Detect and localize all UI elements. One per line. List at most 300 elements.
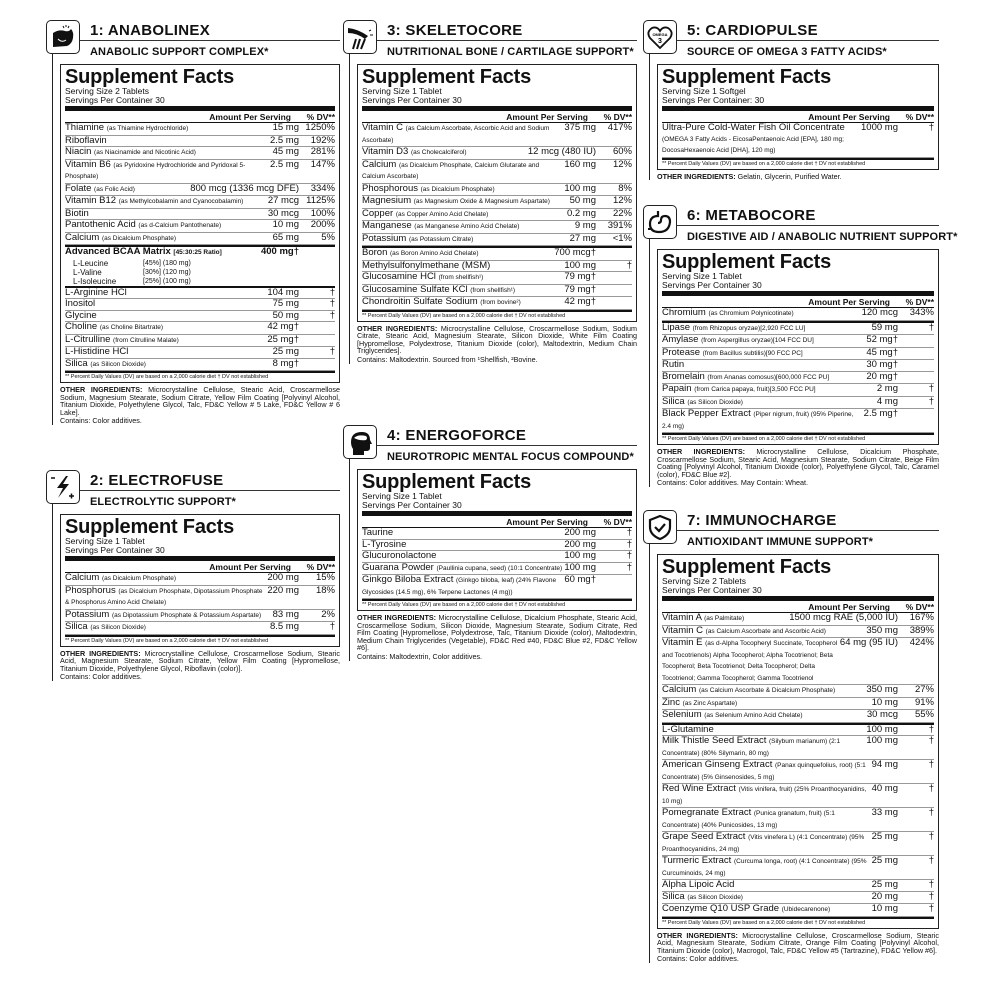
nutrient-rows bbox=[362, 528, 632, 599]
nutrient-name: Vitamin D3 bbox=[362, 146, 409, 157]
nutrient-name: Turmeric Extract bbox=[662, 855, 732, 866]
nutrient-name: Ultra-Pure Cold-Water Fish Oil Concentrate bbox=[662, 122, 845, 133]
nutrient-amount: 200 mg bbox=[267, 572, 299, 583]
nutrient-dv: † bbox=[626, 550, 632, 561]
other-ingredients: OTHER INGREDIENTS: Microcrystalline Cellulose, Croscarmellose Sodium, Stearic Acid, Magnesium Stearate, Sodium Citrate, Orange Film Coating [Polyvinyl Alcohol, Titanium Dioxide (color), Macrogol, Talc, FD&C Yellow #5 (Tartrazine), FD&C Yellow #6]. bbox=[657, 930, 939, 955]
nutrient-amount: 100 mg bbox=[564, 182, 596, 194]
other-ingredients: OTHER INGREDIENTS: Microcrystalline Cellulose, Stearic Acid, Croscarmellose Sodium, Magnesium Stearate, Sodium Citrate, Yellow Film Coating [Polyvinyl Alcohol, Titanium Dioxide, Polyethylene Glycol, Talc, FD&C Yellow # 5 Lake, FD&C Yellow # 6 Lake]. bbox=[60, 385, 341, 417]
nutrient-name: Choline bbox=[65, 321, 98, 332]
nutrient-name: Protease bbox=[662, 346, 701, 358]
nutrient-dv: † bbox=[928, 321, 934, 333]
nutrient-amount: 10 mg bbox=[272, 219, 299, 230]
nutrient-name: Grape Seed Extract bbox=[662, 831, 746, 842]
nutrient-name: L-Citrulline bbox=[65, 333, 111, 345]
nutrient-amount: 25 mg bbox=[272, 346, 299, 357]
nutrient-name: Inositol bbox=[65, 298, 96, 309]
nutrient-rows bbox=[65, 573, 335, 635]
dv-footnote: ** Percent Daily Values (DV) are based on a 2,000 calorie diet † DV not established bbox=[662, 158, 934, 168]
nutrient-dv: † bbox=[329, 298, 335, 309]
nutrient-dv: † bbox=[928, 831, 934, 842]
nutrient-source: (from shellfish¹) bbox=[438, 274, 484, 281]
nutrient-source: (from Rhizopus oryzae)[2,920 FCC LU] bbox=[692, 324, 806, 332]
nutrient-rows-2 bbox=[362, 248, 632, 310]
nutrient-amount: 1000 mg bbox=[861, 122, 898, 133]
nutrient-row bbox=[662, 784, 934, 808]
nutrient-amount: 20 mg bbox=[871, 890, 898, 902]
panel-title: 5: CARDIOPULSE bbox=[687, 22, 818, 39]
nutrient-amount: 52 mg† bbox=[866, 334, 898, 345]
nutrient-name: L-Tyrosine bbox=[362, 538, 407, 550]
nutrient-name: American Ginseng Extract bbox=[662, 759, 773, 770]
nutrient-amount: 12 mcg (480 IU) bbox=[527, 146, 596, 157]
nutrient-source: (as Selenium Amino Acid Chelate) bbox=[704, 712, 803, 719]
supplement-facts-table bbox=[657, 249, 939, 445]
nutrient-dv: 281% bbox=[310, 146, 335, 157]
dv-footnote: ** Percent Daily Values (DV) are based on a 2,000 calorie diet † DV not established bbox=[65, 635, 335, 645]
nutrient-dv: 1250% bbox=[305, 122, 335, 133]
nutrient-amount: 104 mg bbox=[267, 286, 299, 298]
panel-cardiopulse bbox=[643, 20, 939, 180]
supplement-facts-table bbox=[657, 554, 939, 929]
nutrient-amount: 25 mg† bbox=[267, 333, 299, 345]
nutrient-name: Chromium bbox=[662, 307, 706, 318]
nutrient-amount: 2 mg bbox=[876, 383, 898, 394]
nutrient-name: Glucosamine HCl bbox=[362, 271, 436, 282]
nutrient-amount: 50 mg bbox=[569, 195, 596, 206]
nutrient-dv: 1125% bbox=[306, 195, 335, 206]
nutrient-dv: 343% bbox=[909, 307, 934, 318]
panel-title: 7: IMMUNOCHARGE bbox=[687, 512, 837, 529]
nutrient-name: L-Glutamine bbox=[662, 723, 714, 735]
facts-header-row: Amount Per Serving % DV** bbox=[362, 112, 632, 123]
nutrient-row bbox=[362, 196, 632, 209]
other-ingredients: OTHER INGREDIENTS: Microcrystalline Cellulose, Dicalcium Phosphate, Croscarmellose Sodium, Stearic Acid, Magnesium Stearate, Sodium Citrate, Beige Film Coating [Polyvinyl Alcohol, Titanium Dioxide (color), Polyethylene Glycol, Talc, Caramel (color), FD&C Blue #2]. bbox=[657, 447, 940, 479]
nutrient-name: Coenzyme Q10 USP Grade bbox=[662, 903, 780, 914]
nutrient-rows bbox=[65, 123, 335, 245]
nutrient-row bbox=[65, 233, 335, 246]
nutrient-source: (as Pyridoxine Hydrochloride and Pyridoxal 5-Phosphate) bbox=[65, 161, 246, 180]
nutrient-dv: 147% bbox=[310, 158, 335, 170]
nutrient-source: (as Chromium Polynicotinate) bbox=[708, 310, 794, 317]
servings-per-container: Servings Per Container 30 bbox=[65, 95, 165, 105]
panel-skeletocore bbox=[343, 20, 637, 364]
nutrient-source: (as Silicon Dioxide) bbox=[90, 624, 146, 631]
nutrient-source: (Vitis vinifera, fruit) (25% Proanthocyanidins, 10 mg) bbox=[662, 786, 867, 805]
nutrient-amount: 27 mg bbox=[569, 232, 596, 244]
nutrient-row bbox=[65, 359, 335, 372]
servings-per-container: Servings Per Container: 30 bbox=[662, 95, 765, 105]
facts-heading: Supplement Facts bbox=[662, 66, 832, 88]
nutrient-name: Vitamin C bbox=[662, 624, 704, 636]
nutrient-source: (as Copper Amino Acid Chelate) bbox=[395, 210, 489, 218]
nutrient-amount: 15 mg bbox=[272, 122, 299, 133]
facts-header-row: Amount Per Serving % DV** bbox=[662, 112, 934, 123]
nutrient-dv: † bbox=[928, 783, 934, 794]
nutrient-dv: 12% bbox=[612, 195, 632, 206]
servings-per-container: Servings Per Container 30 bbox=[662, 280, 762, 290]
nutrient-source: (as Methylcobalamin and Cyanocobalamin) bbox=[118, 198, 244, 205]
nutrient-dv: 55% bbox=[914, 709, 934, 720]
nutrient-rows bbox=[662, 308, 934, 321]
nutrient-dv: 417% bbox=[607, 122, 632, 133]
nutrient-amount: 0.2 mg bbox=[566, 207, 596, 219]
nutrient-name: Phosphorous bbox=[362, 182, 418, 194]
nutrient-row bbox=[662, 880, 934, 892]
supplement-facts-table bbox=[357, 64, 637, 322]
nutrient-source: (as Dicalcium Phosphate) bbox=[101, 234, 177, 242]
nutrient-row bbox=[662, 384, 934, 397]
nutrient-amount: 10 mg bbox=[871, 903, 898, 914]
nutrient-dv: † bbox=[329, 286, 335, 298]
nutrient-row bbox=[662, 710, 934, 723]
facts-heading: Supplement Facts bbox=[662, 251, 832, 273]
nutrient-amount: 100 mg bbox=[866, 723, 898, 735]
facts-heading: Supplement Facts bbox=[662, 556, 832, 578]
nutrient-name: Calcium bbox=[362, 158, 397, 170]
nutrient-amount: 100 mg bbox=[564, 259, 596, 271]
nutrient-dv: 391% bbox=[607, 220, 632, 231]
nutrient-source: (from Bacillus subtilis)[90 FCC PC] bbox=[702, 349, 803, 357]
nutrient-dv: † bbox=[928, 879, 934, 890]
serving-size: Serving Size 1 Tablet bbox=[362, 86, 442, 96]
nutrient-name: Glucuronolactone bbox=[362, 550, 437, 561]
brain-head-icon bbox=[343, 425, 377, 459]
nutrient-amount: 2.5 mg† bbox=[863, 408, 898, 419]
nutrient-row bbox=[65, 586, 335, 610]
nutrient-source: (Ginkgo biloba, leaf) (24% Flavone Glycosides (14.5 mg), 6% Terpene Lactones (4 mg)) bbox=[362, 577, 557, 596]
serving-size: Serving Size 1 Tablet bbox=[362, 491, 442, 501]
nutrient-amount: 94 mg bbox=[871, 759, 898, 770]
nutrient-source: (Piper nigrum, fruit) (95% Piperine, 2.4 mg) bbox=[662, 411, 854, 430]
nutrient-name: Red Wine Extract bbox=[662, 783, 736, 794]
nutrient-row bbox=[362, 297, 632, 310]
panel-energoforce bbox=[343, 425, 637, 661]
nutrient-source: (from Citrulline Malate) bbox=[113, 336, 179, 344]
nutrient-dv: † bbox=[329, 621, 335, 632]
facts-heading: Supplement Facts bbox=[362, 471, 532, 493]
nutrient-name: Potassium bbox=[65, 608, 110, 620]
nutrient-amount: 220 mg bbox=[267, 584, 299, 596]
panel-subtitle: ANTIOXIDANT IMMUNE SUPPORT* bbox=[687, 536, 874, 548]
nutrient-dv: 200% bbox=[310, 219, 335, 230]
other-ingredients: OTHER INGREDIENTS: Microcrystalline Cellulose, Croscarmellose Sodium, Stearic Acid, Magnesium Stearate, Sodium Citrate, Yellow Film Coating [Hypromellose, Titanium Dioxide, Polyethylene Glycol, Riboflavin (color)]. bbox=[60, 648, 341, 673]
nutrient-amount: 65 mg bbox=[272, 231, 299, 243]
nutrient-source: (Panax quinquefolius, root) (5:1 Concentrate) (5% Ginsenosides, 5 mg) bbox=[662, 762, 866, 781]
contains-note: Contains: Color additives. bbox=[60, 672, 142, 682]
nutrient-amount: 2.5 mg bbox=[269, 158, 299, 170]
nutrient-amount: 100 mg bbox=[564, 561, 596, 573]
nutrient-source: (Curcuma longa, root) (4:1 Concentrate) (95% Curcuminoids, 24 mg) bbox=[662, 858, 867, 877]
nutrient-source: (as Zinc Aspartate) bbox=[682, 699, 738, 707]
nutrient-row bbox=[65, 347, 335, 359]
nutrient-source: (as Thiamine Hydrochloride) bbox=[106, 125, 189, 132]
nutrient-amount: 30 mcg bbox=[866, 709, 898, 720]
nutrient-dv: † bbox=[626, 527, 632, 538]
serving-size: Serving Size 1 Tablet bbox=[662, 271, 742, 281]
nutrient-source: (as Dicalcium Phosphate) bbox=[101, 575, 177, 582]
other-ingredients: OTHER INGREDIENTS: Gelatin, Glycerin, Purified Water. bbox=[657, 171, 842, 181]
nutrient-name: Glucosamine Sulfate KCl bbox=[362, 283, 468, 295]
nutrient-name: Papain bbox=[662, 383, 692, 394]
nutrient-amount: 25 mg bbox=[871, 831, 898, 842]
svg-text:3: 3 bbox=[658, 38, 662, 45]
nutrient-amount: 30 mcg bbox=[267, 207, 299, 219]
nutrient-dv: 15% bbox=[315, 572, 335, 583]
nutrient-source: (from bovine²) bbox=[480, 299, 521, 306]
nutrient-name: Vitamin E bbox=[662, 637, 703, 648]
nutrient-amount: 10 mg bbox=[871, 696, 898, 708]
nutrient-row bbox=[362, 147, 632, 160]
contains-note: Contains: Color additives. May Contain: Wheat. bbox=[657, 478, 809, 488]
nutrient-source: (as Calcium Ascorbate and Ascorbic Acid) bbox=[705, 627, 826, 635]
nutrient-dv: † bbox=[329, 346, 335, 357]
nutrient-source: (as Folic Acid) bbox=[94, 185, 135, 193]
dv-footnote: ** Percent Daily Values (DV) are based on a 2,000 calorie diet † DV not established bbox=[662, 433, 934, 443]
nutrient-amount: 700 mcg† bbox=[554, 247, 596, 258]
panel-subtitle: NEUROTROPIC MENTAL FOCUS COMPOUND* bbox=[387, 451, 634, 463]
nutrient-dv: 27% bbox=[914, 684, 934, 695]
nutrient-dv: 60% bbox=[612, 146, 632, 157]
supplement-facts-table bbox=[60, 514, 340, 647]
nutrient-name: Manganese bbox=[362, 220, 412, 231]
nutrient-dv: 424% bbox=[909, 637, 934, 648]
nutrient-name: Silica bbox=[65, 357, 88, 369]
nutrient-row bbox=[662, 123, 934, 158]
nutrient-source: (Silybum marianum) (2:1 Concentrate) (80% Silymarin, 80 mg) bbox=[662, 738, 841, 757]
nutrient-name: Taurine bbox=[362, 527, 394, 538]
nutrient-amount: 27 mcg bbox=[267, 195, 299, 206]
nutrient-source: (as Silicon Dioxide) bbox=[687, 398, 743, 406]
nutrient-dv: 334% bbox=[310, 182, 335, 194]
nutrient-dv: † bbox=[928, 735, 934, 746]
nutrient-dv: 91% bbox=[914, 696, 934, 708]
nutrient-name: Vitamin A bbox=[662, 612, 702, 623]
nutrient-name: Pomegranate Extract bbox=[662, 807, 752, 818]
nutrient-row bbox=[662, 335, 934, 348]
nutrient-row bbox=[65, 196, 335, 209]
nutrient-name: Glycine bbox=[65, 309, 97, 321]
panel-electrofuse bbox=[46, 470, 340, 681]
nutrient-rows-2 bbox=[662, 323, 934, 434]
nutrient-dv: 389% bbox=[909, 624, 934, 636]
nutrient-amount: 75 mg bbox=[272, 298, 299, 309]
nutrient-source: (from shellfish¹) bbox=[470, 286, 516, 294]
nutrient-amount: 30 mg† bbox=[866, 359, 898, 370]
nutrient-amount: 8.5 mg bbox=[269, 621, 299, 632]
nutrient-amount: 59 mg bbox=[871, 321, 898, 333]
nutrient-dv: † bbox=[928, 903, 934, 914]
nutrient-source: (as Dicalcium Phosphate, Calcium Glutarate and Calcium Ascorbate) bbox=[362, 161, 540, 180]
nutrient-dv: 8% bbox=[618, 182, 632, 194]
nutrient-name: Chondroitin Sulfate Sodium bbox=[362, 296, 478, 307]
nutrient-row bbox=[362, 123, 632, 147]
facts-heading: Supplement Facts bbox=[362, 66, 532, 88]
nutrient-amount: 42 mg† bbox=[564, 296, 596, 307]
panel-title: 2: ELECTROFUSE bbox=[90, 472, 224, 489]
nutrient-dv: 2% bbox=[321, 608, 335, 620]
dv-footnote: ** Percent Daily Values (DV) are based on a 2,000 calorie diet † DV not established bbox=[65, 371, 335, 381]
nutrient-row bbox=[362, 575, 632, 599]
nutrient-row bbox=[662, 638, 934, 685]
bone-joint-icon bbox=[343, 20, 377, 54]
nutrient-amount: 33 mg bbox=[871, 807, 898, 818]
nutrient-row bbox=[662, 808, 934, 832]
nutrient-row bbox=[65, 622, 335, 635]
nutrient-row bbox=[662, 409, 934, 433]
other-ingredients: OTHER INGREDIENTS: Microcrystalline Cellulose, Dicalcium Phosphate, Stearic Acid, Croscarmellose Sodium, Silicon Dioxide, Magnesium Stearate, Sodium Citrate, Red Film Coating [Hypromellose, Polydextrose, Talc, Titanium Dioxide (color), Maltodextrin, Medium Chain Triglycerides (Vegetable), FD&C Red #40, FD&C Blue #2, FD&C Yellow #6]. bbox=[357, 613, 638, 653]
blend-item: L-Valine [30%] (120 mg) bbox=[73, 267, 191, 277]
nutrient-source: (from Ananas comosus)[600,000 FCC PU] bbox=[707, 373, 830, 381]
panel-title: 3: SKELETOCORE bbox=[387, 22, 523, 39]
nutrient-name: Calcium bbox=[662, 684, 697, 695]
nutrient-name: Potassium bbox=[362, 232, 407, 244]
nutrient-row bbox=[662, 904, 934, 917]
nutrient-amount: 200 mg bbox=[564, 538, 596, 550]
nutrient-amount: 20 mg† bbox=[866, 370, 898, 382]
nutrient-source: (as Calcium Ascorbate & Dicalcium Phosphate) bbox=[698, 687, 836, 694]
serving-size: Serving Size 2 Tablets bbox=[65, 86, 149, 96]
svg-text:OMEGA: OMEGA bbox=[652, 32, 668, 37]
nutrient-source: (as Silicon Dioxide) bbox=[90, 360, 146, 368]
serving-size: Serving Size 1 Softgel bbox=[662, 86, 746, 96]
nutrient-source: (as Palmitate) bbox=[704, 615, 745, 622]
facts-header-row: Amount Per Serving % DV** bbox=[662, 297, 934, 308]
nutrient-rows-2 bbox=[662, 725, 934, 917]
nutrient-amount: 25 mg bbox=[871, 879, 898, 890]
nutrient-name: Lipase bbox=[662, 321, 690, 333]
nutrient-amount: 64 mg (95 IU) bbox=[839, 637, 898, 648]
nutrient-name: Boron bbox=[362, 247, 388, 258]
nutrient-name: Copper bbox=[362, 207, 394, 219]
panel-metabocore bbox=[643, 205, 958, 488]
nutrient-dv: † bbox=[928, 723, 934, 735]
nutrient-name: Silica bbox=[662, 395, 685, 407]
nutrient-dv: † bbox=[329, 309, 335, 321]
nutrient-rows-2 bbox=[65, 288, 335, 372]
nutrient-source: (Ubidecarenone) bbox=[781, 906, 831, 913]
nutrient-source: (as Potassium Citrate) bbox=[409, 235, 474, 243]
nutrient-row bbox=[65, 299, 335, 311]
nutrient-amount: 350 mg bbox=[866, 684, 898, 695]
nutrient-dv: † bbox=[928, 383, 934, 394]
nutrient-dv: † bbox=[928, 890, 934, 902]
supplement-facts-table bbox=[357, 469, 637, 611]
omega3-heart-icon bbox=[643, 20, 677, 54]
nutrient-row bbox=[362, 234, 632, 247]
nutrient-dv: † bbox=[928, 807, 934, 818]
nutrient-source: (as d-Alpha Tocopheryl Succinate, Tocopherol and Tocotrienols) Alpha Tocopherol; Alpha Tocotrienol; Beta Tocopherol; Beta Tocotrienol; Delta Tocopherol; Delta Tocotrienol; Gamma Tocopherol; Gamma Tocotrienol bbox=[662, 640, 838, 682]
nutrient-source: (as Dicalcium Phosphate) bbox=[420, 185, 495, 193]
lightning-bolt-icon bbox=[46, 470, 80, 504]
nutrient-name: Calcium bbox=[65, 572, 100, 583]
nutrient-name: Calcium bbox=[65, 231, 100, 243]
nutrient-name: L-Arginine HCl bbox=[65, 286, 127, 298]
nutrient-source: (as Silicon Dioxide) bbox=[687, 893, 743, 901]
facts-header-row: Amount Per Serving % DV** bbox=[65, 112, 335, 123]
nutrient-source: (as Boron Amino Acid Chelate) bbox=[390, 250, 479, 257]
serving-size: Serving Size 1 Tablet bbox=[65, 536, 145, 546]
blend-items bbox=[65, 259, 335, 286]
nutrient-name: Alpha Lipoic Acid bbox=[662, 879, 735, 890]
panel-title: 1: ANABOLINEX bbox=[90, 22, 211, 39]
nutrient-dv: † bbox=[626, 538, 632, 550]
servings-per-container: Servings Per Container 30 bbox=[362, 500, 462, 510]
nutrient-source: (Paullinia cupana, seed) (10:1 Concentrate) bbox=[436, 564, 563, 572]
servings-per-container: Servings Per Container 30 bbox=[65, 545, 165, 555]
nutrient-name: Rutin bbox=[662, 359, 685, 370]
nutrient-amount: 2.5 mg bbox=[269, 134, 299, 146]
nutrient-name: Niacin bbox=[65, 146, 92, 157]
serving-size: Serving Size 2 Tablets bbox=[662, 576, 746, 586]
nutrient-name: Ginkgo Biloba Extract bbox=[362, 574, 454, 585]
nutrient-name: Pantothenic Acid bbox=[65, 219, 136, 230]
contains-note: Contains: Color additives. bbox=[60, 416, 142, 426]
nutrient-name: Silica bbox=[662, 890, 685, 902]
nutrient-dv: 18% bbox=[315, 584, 335, 596]
nutrient-name: Magnesium bbox=[362, 195, 412, 206]
nutrient-source: (from Carica papaya, fruit)[3,500 FCC PU] bbox=[694, 386, 816, 393]
nutrient-dv: 192% bbox=[310, 134, 335, 146]
nutrient-name: Riboflavin bbox=[65, 134, 107, 146]
nutrient-source: (as Manganese Amino Acid Chelate) bbox=[414, 223, 520, 230]
nutrient-name: Methylsulfonylmethane (MSM) bbox=[362, 259, 491, 271]
facts-heading: Supplement Facts bbox=[65, 516, 235, 538]
contains-note: Contains: Maltodextrin, Color additives. bbox=[357, 651, 483, 661]
dv-footnote: ** Percent Daily Values (DV) are based on a 2,000 calorie diet † DV not established bbox=[362, 310, 632, 320]
nutrient-name: Black Pepper Extract bbox=[662, 408, 751, 419]
nutrient-source: (as Dicalcium Phosphate, Dipotassium Phosphate & Phosphorus Amino Acid Chelate) bbox=[65, 587, 263, 606]
panel-immunocharge bbox=[643, 510, 939, 963]
nutrient-name: Bromelain bbox=[662, 370, 705, 382]
nutrient-amount: 200 mg bbox=[564, 527, 596, 538]
nutrient-amount: 160 mg bbox=[564, 158, 596, 170]
nutrient-name: Folate bbox=[65, 182, 92, 194]
panel-title: 4: ENERGOFORCE bbox=[387, 427, 527, 444]
nutrient-amount: 45 mg bbox=[272, 146, 299, 157]
nutrient-dv: 100% bbox=[310, 207, 335, 219]
nutrient-name: Milk Thistle Seed Extract bbox=[662, 735, 767, 746]
nutrient-source: (Punica granatum, fruit) (5:1 Concentrate) (40% Punicosides, 13 mg) bbox=[662, 810, 835, 829]
nutrient-row bbox=[662, 736, 934, 760]
panel-subtitle: NUTRITIONAL BONE / CARTILAGE SUPPORT* bbox=[387, 46, 634, 58]
flexed-arm-icon bbox=[46, 20, 80, 54]
nutrient-amount: 40 mg bbox=[871, 783, 898, 794]
nutrient-name: Zinc bbox=[662, 696, 680, 708]
facts-header-row: Amount Per Serving % DV** bbox=[362, 517, 632, 528]
stomach-icon bbox=[643, 205, 677, 239]
nutrient-dv: † bbox=[928, 759, 934, 770]
dv-footnote: ** Percent Daily Values (DV) are based on a 2,000 calorie diet † DV not established bbox=[362, 599, 632, 609]
nutrient-rows bbox=[662, 123, 934, 158]
nutrient-name: Amylase bbox=[662, 334, 699, 345]
nutrient-amount: 100 mg bbox=[564, 550, 596, 561]
nutrient-amount: 800 mcg (1336 mcg DFE) bbox=[190, 182, 299, 194]
nutrient-name: Selenium bbox=[662, 709, 702, 720]
nutrient-amount: 8 mg† bbox=[272, 357, 299, 369]
nutrient-row bbox=[662, 685, 934, 698]
nutrient-dv: † bbox=[626, 561, 632, 573]
blend-row: Advanced BCAA Matrix [45:30:25 Ratio] 400 mg† bbox=[65, 246, 299, 257]
nutrient-dv: † bbox=[928, 122, 934, 133]
nutrient-dv: † bbox=[928, 855, 934, 866]
nutrient-amount: 350 mg bbox=[866, 624, 898, 636]
panel-subtitle: SOURCE OF OMEGA 3 FATTY ACIDS* bbox=[687, 46, 887, 58]
nutrient-source: (as d-Calcium Pantothenate) bbox=[138, 222, 222, 229]
nutrient-name: Vitamin B12 bbox=[65, 195, 117, 206]
nutrient-row bbox=[662, 856, 934, 880]
facts-heading: Supplement Facts bbox=[65, 66, 235, 88]
panel-anabolinex bbox=[46, 20, 340, 425]
